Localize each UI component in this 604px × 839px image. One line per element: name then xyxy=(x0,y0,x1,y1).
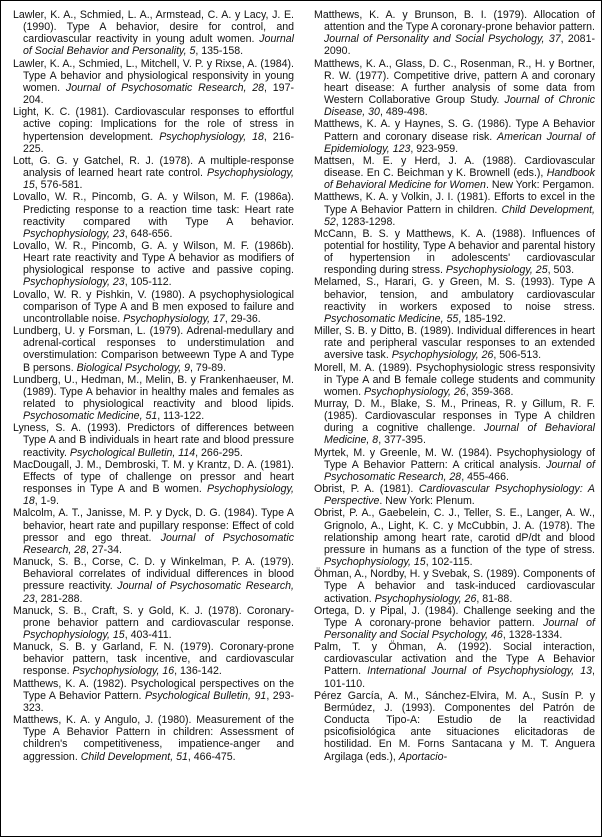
reference-text: Murray, D. M., Blake, S. M., Prineas, R. y Gillum, R. F. (1985). Cardiovascular responses in Type A children during a cognitive challenge. xyxy=(314,398,595,435)
references-column-right xyxy=(314,9,595,763)
reference-pages: , 489-498. xyxy=(379,106,428,119)
reference-text: Light, K. C. (1981). Cardiovascular responses to effortful active coping: Implications for the role of stress in hypertension development. xyxy=(13,106,294,143)
reference-source: Journal of Psychosomatic Research, 28 xyxy=(23,531,294,556)
reference-text: Manuck, S. B., Craft, S. y Gold, K. J. (1978). Coronary-prone behavior pattern and cardiovascular response. xyxy=(13,604,294,629)
reference-source: Psychophysiology, 25 xyxy=(445,264,548,277)
reference-pages: . New York: Plenum. xyxy=(379,495,475,508)
reference-text: Ortega, D. y Pipal, J. (1984). Challenge seeking and the Type A coronary-prone behavior pattern. xyxy=(314,604,595,629)
reference-text: Lovallo, W. R. y Pishkin, V. (1980). A psychophysiological comparison of Type A and B men exposed to failure and uncontrollable noise. xyxy=(13,288,294,325)
reference-entry xyxy=(13,641,294,677)
reference-pages: , 923-959. xyxy=(410,142,459,155)
reference-text: Lott, G. G. y Gatchel, R. J. (1978). A multiple-response analysis of learned heart rate control. xyxy=(13,154,294,180)
reference-pages: , 113-122. xyxy=(157,410,205,423)
reference-entry xyxy=(314,690,595,763)
reference-entry xyxy=(314,228,595,277)
reference-entry xyxy=(314,155,595,191)
reference-source: Psychophysiology, 26 xyxy=(391,349,494,362)
references-column-left xyxy=(13,9,294,763)
reference-pages: , 102-115. xyxy=(425,556,473,569)
reference-pages: , 466-475. xyxy=(187,750,236,763)
reference-text: Matthews, K. A. y Brunson, B. I. (1979). Allocation of attention and the Type A coronary-prone behavior pattern. xyxy=(314,9,595,34)
reference-source: Psychophysiology, 18 xyxy=(23,483,294,508)
reference-pages: , 281-288. xyxy=(34,592,83,605)
reference-source: Journal of Personality and Social Psychology, 46 xyxy=(324,616,596,641)
reference-source: International Journal of Psychophysiology, 13 xyxy=(367,665,593,678)
reference-source: Journal of Psychosomatic Research, 28 xyxy=(324,458,595,483)
reference-entry xyxy=(314,191,595,227)
reference-source: Journal of Chronic Disease, 30 xyxy=(324,94,595,119)
reference-entry xyxy=(13,556,294,605)
reference-text: Obrist, P. A., Gaebelein, C. J., Teller, S. E., Langer, A. W., Grignolo, A., Light, K. C. y McCubbin, J. A. (1978). The relationship among heart rate, carotid dP/dt and blood pressure in humans as a function of the type of stress. xyxy=(314,507,595,556)
reference-pages: , 135-158. xyxy=(195,45,244,58)
reference-entry xyxy=(13,605,294,641)
reference-pages: , 377-395. xyxy=(378,434,426,447)
reference-text: Lundberg, U., Hedman, M., Melin, B. y Frankenhaeuser, M. (1989). Type A behavior in healthy males and females as related to physiological reactivity and blood lipids. xyxy=(13,373,294,410)
reference-entry xyxy=(314,605,595,641)
reference-text: Myrtek, M. y Greenle, M. W. (1984). Psychophysiology of Type A Behavior Pattern: A critical analysis. xyxy=(314,446,595,471)
reference-entry xyxy=(314,568,595,604)
reference-source: Psychophysiology, 18 xyxy=(159,130,264,143)
reference-text: Manuck, S. B., Corse, C. D. y Winkelman, P. A. (1979). Behavioral correlates of individual differences in blood pressure reactivity. xyxy=(13,556,294,593)
reference-source: Handbook of Behavioral Medicine for Women xyxy=(324,167,595,192)
reference-source: Psychophysiology, 15 xyxy=(23,167,294,192)
reference-pages: , 576-581. xyxy=(34,179,83,192)
reference-source: American Journal of Epidemiology, 123 xyxy=(324,130,595,155)
reference-entry xyxy=(13,507,294,556)
reference-entry xyxy=(13,240,294,289)
reference-source: Psychophysiology, 15 xyxy=(23,628,125,641)
reference-entry xyxy=(314,362,595,398)
reference-entry xyxy=(13,191,294,240)
reference-pages: , 136-142. xyxy=(174,665,222,678)
reference-source: Psychophysiology, 16 xyxy=(72,665,175,678)
reference-pages: , 506-513. xyxy=(493,349,542,362)
reference-entry xyxy=(13,289,294,325)
reference-source: Journal of Personality and Social Psychology, 37 xyxy=(324,33,561,46)
reference-text: McCann, B. S. y Matthews, K. A. (1988). Influences of potential for hostility, Type A behavior and parental history of hypertension in adolescents' cardiovascular responding during stress. xyxy=(314,227,595,277)
reference-entry xyxy=(13,678,294,714)
reference-pages: , 216-225. xyxy=(23,130,294,155)
reference-pages: , 81-88. xyxy=(476,592,513,605)
reference-text: Lundberg, U. y Forsman, L. (1979). Adrenal-medullary and adrenal-cortical responses to understimulation and overstimulation: Comparison betweewn Type A and Type B persons. xyxy=(13,325,294,374)
reference-pages: , 79-89. xyxy=(190,361,226,374)
reference-source: Child Development, 51 xyxy=(80,750,188,763)
reference-pages: , 293-323. xyxy=(23,689,295,714)
reference-pages: , 101-110. xyxy=(324,665,595,690)
reference-text: Mattsen, M. E. y Herd, J. A. (1988). Cardiovascular disease. En C. Beichman y K. Brownell (eds.), xyxy=(314,154,595,180)
reference-source: Journal of Psychosomatic Research, 28 xyxy=(65,81,265,94)
reference-pages: , 185-192. xyxy=(458,312,506,325)
reference-text: Matthews, K. A. y Haynes, S. G. (1986). Type A Behavior Pattern and coronary disease risk. xyxy=(314,118,595,143)
reference-entry xyxy=(314,118,595,154)
reference-source: Journal of Social Behavior and Personality, 5 xyxy=(23,33,294,58)
reference-source: Psychophysiology, 26 xyxy=(374,592,477,605)
reference-entry xyxy=(13,374,294,423)
reference-text: Obrist, P. A. (1981). xyxy=(314,483,419,496)
reference-text: Matthews, K. A., Glass, D. C., Rosenman, R., H. y Bortner, R. W. (1977). Competitive drive, pattern A and coronary heart disease: A further analysis of some data from Western Collaborative Group Study. xyxy=(314,57,595,107)
reference-source: Cardiovascular Psychophysiology: A Perspective xyxy=(324,483,595,508)
reference-pages: , 455-466. xyxy=(461,470,509,483)
reference-text: Öhman, A., Nordby, H. y Svebak, S. (1989). Components of Type A behavior and task-induced cardiovascular activation. xyxy=(314,568,595,605)
reference-source: Psychological Bulletin, 114 xyxy=(69,446,196,459)
reference-entry xyxy=(13,422,294,458)
reference-pages: , 648-656. xyxy=(124,227,173,240)
reference-pages: , 2081-2090. xyxy=(324,33,595,58)
reference-text: Pérez García, A. M., Sánchez-Elvira, M. A., Susín P. y Bermúdez, J. (1993). Componentes del Patrón de Conducta Tipo-A: Estudio de la reactividad psicofisiológica ante situaciones elicitadoras de hostilidad. En M. Forns Santacana y M. T. Anguera Argilaga (eds.), xyxy=(314,689,595,763)
reference-source: Psychophysiology, 26 xyxy=(364,385,466,398)
reference-pages: , 503. xyxy=(547,264,575,277)
reference-source: Psychophysiology, 17 xyxy=(123,312,225,325)
reference-entry xyxy=(13,58,294,107)
reference-source: Journal of Behavioral Medicine, 8 xyxy=(324,422,595,447)
reference-entry xyxy=(314,398,595,447)
reference-source: Psychophysiology, 15 xyxy=(324,556,426,569)
reference-source: Psychological Bulletin, 91 xyxy=(144,689,267,702)
reference-source: Child Development, 52 xyxy=(324,203,595,228)
reference-pages: , 1-9. xyxy=(34,495,59,508)
reference-pages: , 29-36. xyxy=(224,312,261,325)
reference-entry xyxy=(314,325,595,361)
reference-text: Matthews, K. A. y Angulo, J. (1980). Measurement of the Type A Behavior Pattern in children: Assessment of children's competitiveness, impatience-anger and aggression. xyxy=(13,714,294,763)
reference-text: Palm, T. y Öhman, A. (1992). Social interaction, cardiovascular activation and the Type A Behavior Pattern. xyxy=(314,641,595,678)
reference-pages: , 105-112. xyxy=(124,276,172,289)
reference-entry xyxy=(13,106,294,155)
reference-text: Matthews, K. A. y Volkin, J. I. (1981). Efforts to excel in the Type A Behavior Pattern in children. xyxy=(314,191,595,216)
reference-pages: , 359-368. xyxy=(465,385,514,398)
reference-entry xyxy=(314,483,595,507)
reference-text: Lawler, K. A., Schmied, L., Mitchell, V. P. y Rixse, A. (1984). Type A behavior and physiological responsivity in young women. xyxy=(13,57,294,94)
reference-text: Melamed, S., Harari, G. y Green, M. S. (1993). Type A behavior, tension, and ambulatory cardiovascular reactivity in workers exposed to noise stress. xyxy=(314,276,595,313)
reference-source: Journal of Psychosomatic Research, 23 xyxy=(23,580,294,605)
reference-source: Psychosomatic Medicine, 55 xyxy=(324,312,459,325)
reference-text: Matthews, K. A. (1982). Psychological perspectives on the Type A Behavior Pattern. xyxy=(13,677,294,702)
reference-entry xyxy=(314,641,595,690)
reference-entry xyxy=(314,58,595,119)
reference-source: Psychophysiology, 23 xyxy=(23,276,125,289)
reference-pages: , 27-34. xyxy=(86,543,122,556)
reference-text: Morell, M. A. (1989). Psychophysiologic stress responsivity in Type A and B female college students and community women. xyxy=(314,361,595,398)
reference-pages: , 1328-1334. xyxy=(502,628,563,641)
reference-text: Miller, S. B. y Ditto, B. (1989). Individual differences in heart rate and peripheral vascular responses to an extended aversive task. xyxy=(314,325,595,362)
reference-entry xyxy=(314,447,595,483)
reference-text: Lovallo, W. R., Pincomb, G. A. y Wilson, M. F. (1986b). Heart rate reactivity and Type A behavior as modifiers of physiological response to active and passive coping. xyxy=(13,239,294,277)
reference-entry xyxy=(314,507,595,568)
reference-entry xyxy=(314,9,595,58)
reference-pages: . New York: Pergamon. xyxy=(485,179,595,192)
reference-pages: , 403-411. xyxy=(124,628,172,641)
reference-entry xyxy=(13,9,294,58)
reference-text: Lyness, S. A. (1993). Predictors of differences between Type A and B individuals in heart rate and blood pressure reactivity. xyxy=(13,422,294,459)
reference-entry xyxy=(13,459,294,508)
reference-text: Malcolm, A. T., Janisse, M. P. y Dyck, D. G. (1984). Type A behavior, heart rate and pupillary response: Effect of cold pressor and ego threat. xyxy=(13,507,294,544)
reference-source: Biological Psychology, 9 xyxy=(76,361,191,374)
reference-text: Lawler, K. A., Schmied, L. A., Armstead, C. A. y Lacy, J. E. (1990). Type A behavior, desire for control, and cardiovascular reactivity in young adult women. xyxy=(13,9,294,46)
reference-text: Manuck, S. B. y Garland, F. N. (1979). Coronary-prone behavior pattern, task incentive, and cardiovascular response. xyxy=(13,641,294,678)
reference-pages: , 1283-1298. xyxy=(335,215,396,228)
reference-source: Psychophysiology, 23 xyxy=(23,227,125,240)
reference-entry xyxy=(13,325,294,374)
reference-text: MacDougall, J. M., Dembroski, T. M. y Krantz, D. A. (1981). Effects of type of challenge on pressor and heart responses in Type A and B women. xyxy=(13,458,294,496)
reference-entry xyxy=(314,276,595,325)
reference-text: Lovallo, W. R., Pincomb, G. A. y Wilson, M. F. (1986a). Predicting response to a reaction time task: Heart rate reactivity compared with Type A behavior. xyxy=(13,191,294,228)
reference-pages: , 266-295. xyxy=(195,446,243,459)
reference-source: Aportacio- xyxy=(398,750,448,763)
reference-entry xyxy=(13,155,294,191)
reference-pages: , 197-204. xyxy=(23,81,294,107)
reference-source: Psychosomatic Medicine, 51 xyxy=(23,410,158,423)
reference-entry xyxy=(13,714,294,763)
